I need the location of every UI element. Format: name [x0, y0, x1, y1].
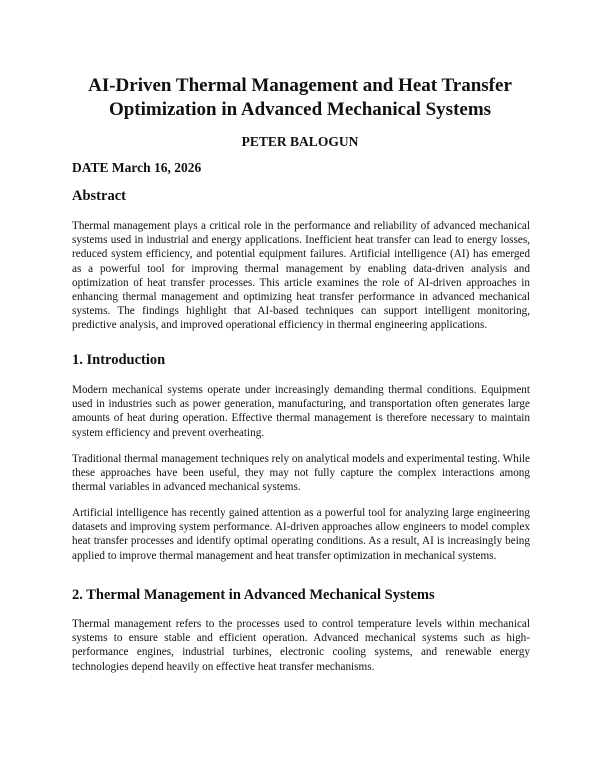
paragraph: Artificial intelligence has recently gained attention as a powerful tool for analyzing large engineering datasets and improving system performance. AI-driven approaches allow engineers to model complex heat transfer processes and identify optimal operating conditions. As a result, AI is increasingly being applied to improve thermal management and heat transfer optimization in mechanical systems. [72, 507, 530, 562]
publication-date: DATE March 16, 2026 [72, 160, 202, 175]
section-heading-thermal-management: 2. Thermal Management in Advanced Mechanical Systems [72, 587, 435, 603]
paragraph: Modern mechanical systems operate under increasingly demanding thermal conditions. Equipment used in industries such as power generation, manufacturing, and transportation often generates large amounts of heat during operation. Effective thermal management is therefore necessary to maintain system efficiency and prevent overheating. [72, 384, 530, 439]
abstract-heading: Abstract [72, 188, 126, 204]
paper-title: AI-Driven Thermal Management and Heat Transfer Optimization in Advanced Mechanical Systems [88, 75, 512, 120]
paragraph: Thermal management refers to the processes used to control temperature levels within mechanical systems to ensure stable and efficient operation. Advanced mechanical systems such as high-performance engines, industrial turbines, electronic cooling systems, and renewable energy technologies depend heavily on effective heat transfer mechanisms. [72, 618, 530, 673]
paragraph: Traditional thermal management techniques rely on analytical models and experimental testing. While these approaches have been useful, they may not fully capture the complex interactions among thermal variables in advanced mechanical systems. [72, 453, 530, 494]
author-name: PETER BALOGUN [241, 134, 359, 149]
abstract-text: Thermal management plays a critical role in the performance and reliability of advanced mechanical systems used in industrial and energy applications. Inefficient heat transfer can lead to energy losses, reduced system efficiency, and potential equipment failures. Artificial intelligence (AI) has emerged as a powerful tool for improving thermal management by enabling data-driven analysis and optimization of heat transfer processes. This article examines the role of AI-driven approaches in enhancing thermal management and optimizing heat transfer performance in advanced mechanical systems. The findings highlight that AI-based techniques can support intelligent monitoring, predictive analysis, and improved operational efficiency in thermal engineering applications. [72, 220, 530, 332]
section-heading-introduction: 1. Introduction [72, 352, 166, 368]
